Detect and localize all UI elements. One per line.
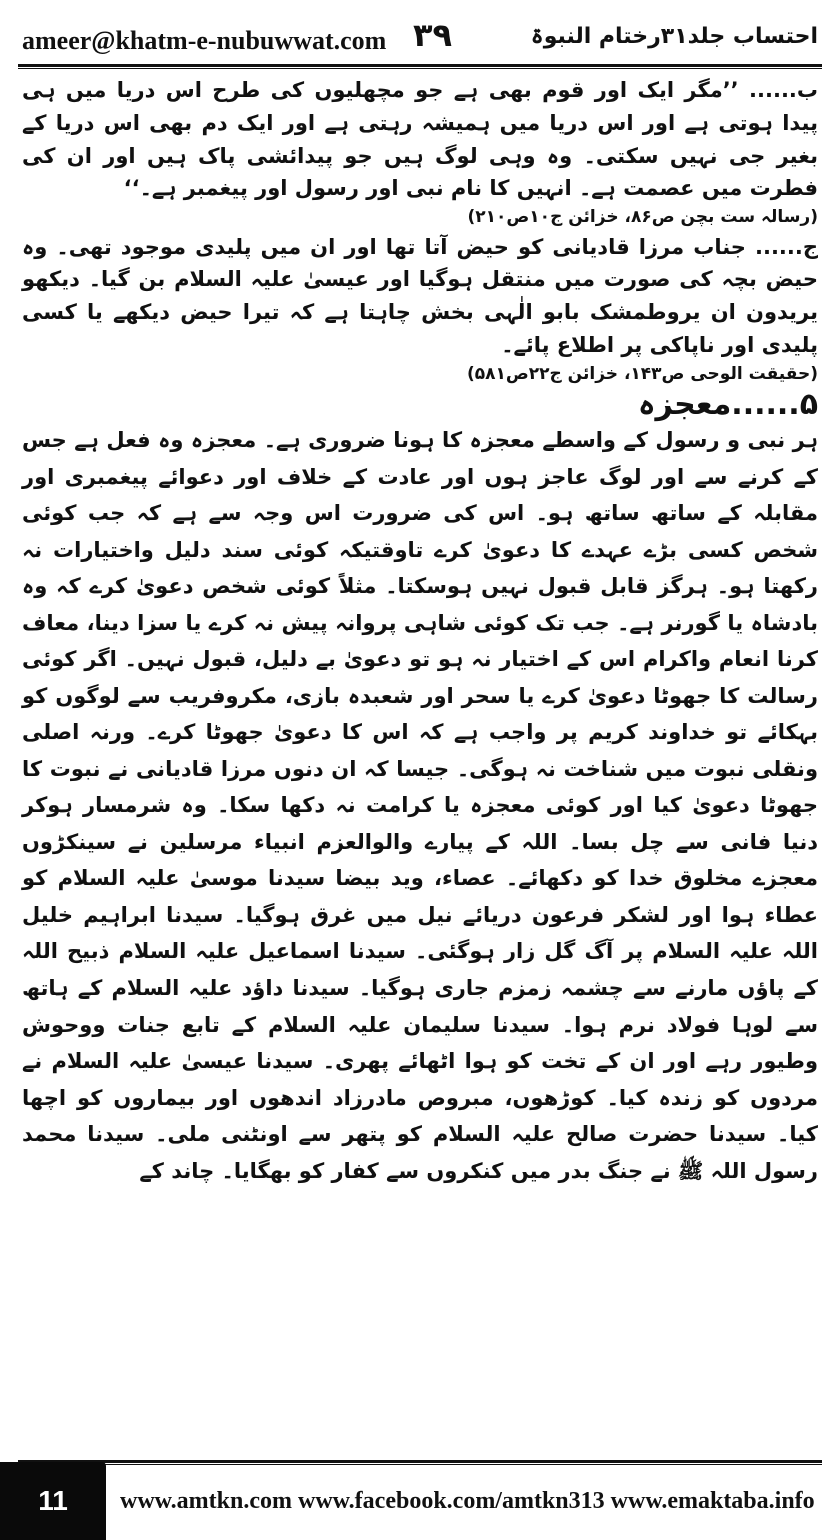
section-b-reference: (رسالہ ست بچن ص۸۶، خزائن ج۱۰ص۲۱۰) [467, 207, 818, 227]
section-j-reference: (حقیقت الوحی ص۱۴۳، خزائن ج۲۲ص۵۸۱) [466, 363, 818, 384]
header-book-title: احتساب جلد۳۱رختام النبوۃ [530, 24, 818, 49]
header-email: ameer@khatm-e-nubuwwat.com [22, 26, 387, 55]
page-header [18, 10, 822, 68]
section-5-paragraph: ہر نبی و رسول کے واسطے معجزہ کا ہونا ضروری ہے۔ معجزہ وہ فعل ہے جس کے کرنے سے اور لوگ عاجز ہوں اور عادت کے خلاف اور دعوائے پیغمبری اور مقابلہ کے ساتھ ساتھ ہو۔ اس کی ضرورت اس وجہ سے ہے کہ جب کوئی شخص کسی بڑے عہدے کا دعویٰ کرے تاوقتیکہ کوئی سند دلیل واختیارات نہ رکھتا ہو۔ ہرگز قابل قبول نہیں ہوسکتا۔ مثلاً کوئی شخص دعویٰ کرے کہ وہ بادشاہ یا گورنر ہے۔ جب تک کوئی شاہی پروانہ پیش نہ کرے یا سزا دینا، معاف کرنا انعام واکرام اس کے اختیار نہ ہو تو دعویٰ بے دلیل، قبول نہیں۔ اگر کوئی رسالت کا جھوٹا دعویٰ کرے یا سحر اور شعبدہ بازی، مکروفریب سے لوگوں کو بہکائے تو خداوند کریم پر واجب ہے کہ اس کا دعویٰ جھوٹا کرے۔ ورنہ اصلی ونقلی نبوت میں شناخت نہ ہوگی۔ جیسا کہ ان دنوں مرزا قادیانی نے نبوت کا جھوٹا دعویٰ کیا اور کوئی معجزہ یا کرامت نہ دکھا سکا۔ وہ شرمسار ہوکر دنیا فانی سے چل بسا۔ اللہ کے پیارے والوالعزم انبیاء مرسلین نے سینکڑوں معجزے مخلوق خدا کو دکھائے۔ عصاء، وید بیضا سیدنا موسیٰ علیہ السلام کو عطاء ہوا اور لشکر فرعون دریائے نیل میں غرق ہوگیا۔ سیدنا ابراہیم خلیل اللہ علیہ السلام پر آگ گل زار ہوگئی۔ سیدنا اسماعیل علیہ السلام ذبیح اللہ کے پاؤں مارنے سے چشمہ زمزم جاری ہوگیا۔ سیدنا داؤد علیہ السلام کے ہاتھ سے لوہا فولاد نرم ہوا۔ سیدنا سلیمان علیہ السلام کے تابع جنات ووحوش وطیور رہے اور ان کے تخت کو ہوا اٹھائے پھری۔ سیدنا عیسیٰ علیہ السلام نے مردوں کو زندہ کیا۔ کوڑھوں، مبروص مادرزاد اندھوں اور بیماروں کو اچھا کیا۔ سیدنا حضرت صالح علیہ السلام کو پتھر سے اونٹنی ملی۔ سیدنا محمد رسول اللہ ﷺ نے جنگ بدر میں کنکروں سے کفار کو بھگایا۔ چاند کے [22, 428, 818, 1183]
section-j-quote: ج...... جناب مرزا قادیانی کو حیض آتا تھا اور ان میں پلیدی موجود تھی۔ وہ حیض بچہ کی صورت میں منتقل ہوگیا اور عیسیٰ علیہ السلام بن گیا۔ دیکھو یریدون ان یروطمشک بابو الٰہی بخش چاہتا ہے کہ تیرا حیض دیکھے یا کسی پلیدی اور ناپاکی پر اطلاع پائے۔ [22, 234, 818, 357]
footer-page-badge: 11 [0, 1462, 106, 1540]
header-page-number: ۳۹ [413, 16, 453, 54]
section-b-quote: ب...... ’’مگر ایک اور قوم بھی ہے جو مچھلیوں کی طرح اس دریا میں ہی پیدا ہوتی ہے اور اس دریا میں ہمیشہ رہتی ہے اور ایک دم بھی اس دریا کے بغیر جی نہیں سکتی۔ وہ وہی لوگ ہیں جو پیدائشی پاک ہیں اور ان کی فطرت میں عصمت ہے۔ انہیں کا نام نبی اور رسول اور پیغمبر ہے۔‘‘ [22, 78, 818, 201]
header-divider [18, 64, 822, 69]
footer-divider [18, 1460, 822, 1465]
page-content [22, 74, 818, 1434]
footer-urls: www.amtkn.com www.facebook.com/amtkn313 www.emaktaba.info [120, 1488, 815, 1514]
section-5-heading: ۵......معجزہ [637, 387, 818, 422]
